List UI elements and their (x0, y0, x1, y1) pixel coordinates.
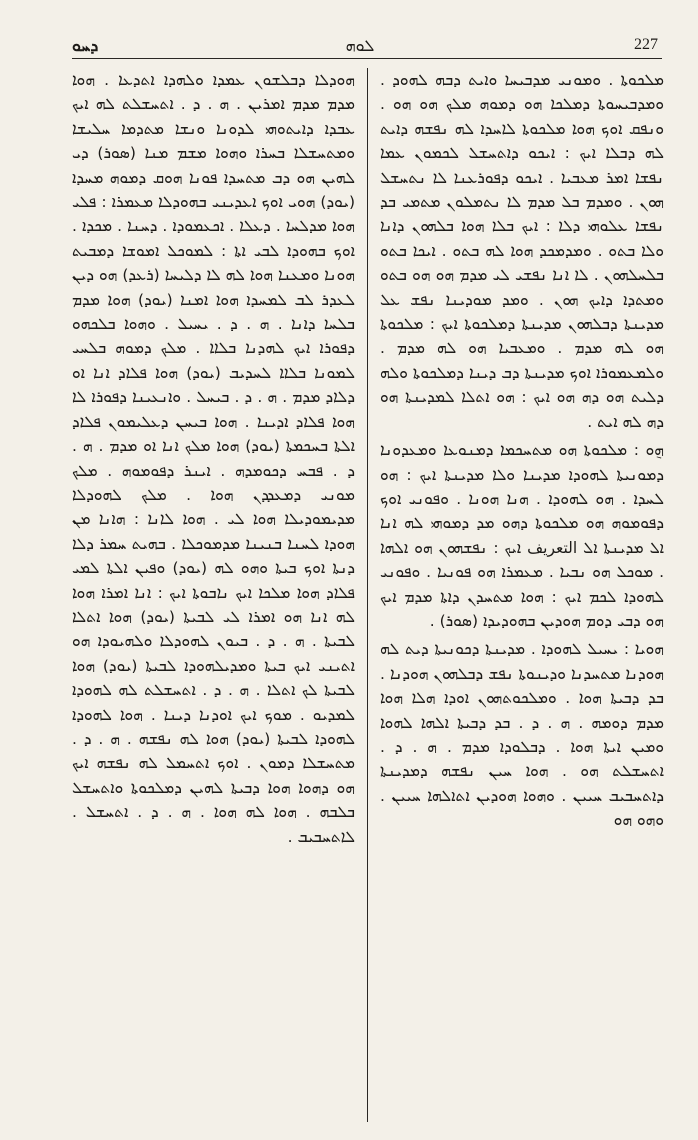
entry-paragraph: ܡܠܟܘܬܐ . ܘܡܘܢܝ ܡܕܒܝܚܐ ܘܐܝܬ ܕܒܗ ܠܗܘܕ . ܘܡܕܒܝܚܘܬܐ ܕܡܠܟܐ ܗܘ ܕܡܘܗ ܡܠܟ ܗܘ ܗܘ . ܘܢܦܩ ܐܘܟ ܗܘܐ ܡܠܟܘܬܐ ܠܐܚܕܐ ܠܗ ܢܦܫܗ ܕܐܝܬ ܠܗ ܕܒܠܐ ܐܝܟ : ܐܝܟܘ ܕܐܬܚܫܠ ܠܟܡܘܢ ܥܡܐ ܢܦܫܐ ܐܡܪ ܡܥܒܝܐ . ܐܝܟܘ ܕܦܘܪܥܢܐ ܠܐ ܢܬܚܫܠ ܗܘܢ . ܘܡܕܡ ܒܠ ܡܕܡ ܠܐ ܢܬܡܠܘܢ ܡܬܡܝ ܒܕ ܢܦܫܐ ܥܠܘܗܝ ܕܠܐ : ܐܝܟ ܒܠܐ ܗܘܐ ܒܠܗܘܢ ܕܐܢܐ ܘܠܐ ܒܬܘ . ܘܡܕܡܟܕ ܗܘܐ ܠܗ ܒܬܘ . ܐܝܟܐ ܒܬܘ ܒܠܚܠܗܘܢ . ܠܐ ܐܢܐ ܢܦܫܝ ܠܝ ܡܕܡ ܗܘ ܗܘ ܒܬܘ ܘܡܬܕܐ ܕܐܝܟ ܗܘܢ . ܘܡܕ ܡܘܕܝܢܐ ܢܦܫ ܥܠ ܡܕܝܢܬܐ ܕܒܠܗܘܢ ܡܕܝܢܬܐ ܕܡܠܟܘܬܐ ܐܝܟ : ܡܠܟܘܬܐ ܗܘ ܠܗ ܡܕܡ . ܘܡܥܒܝܐ ܗܘ ܠܗ ܡܕܡ . ܘܠܡܥܡܘܪܐ ܐܘܟ ܡܕܝܢܬܐ ܕܒ ܕܝܢܐ ܕܡܠܟܘܬܐ ܘܠܗ ܕܠܝܬ ܗܘ ܕܗ ܗܘ ܐܝܟ : ܗܘ ܐܬܠܐ ܠܡܕܝܢܬܐ ܗܘ ܕܗ ܠܗ ܐܝܬ . (380, 71, 664, 431)
right-column (380, 68, 664, 1116)
page-header (0, 28, 698, 58)
entry-paragraph: ܗܘܕܠܐ ܕܒܠܫܘܢ ܥܡܕܐ ܘܠܗܕܐ ܐܬܕܥܐ . ܗܘܐ ܡܕܡ ܡܕܡ ܐܡܪܝܢ . ܗ . ܕ . ܐܬܚܫܠܬ ܠܗ ܐܝܟ ܥܒܕܐ ܕܐܝܬܘܗܝ ܠܕܘܢܐ ܘܢܫܐ ܡܬܕܡܐ ܚܠܝܫܐ ܘܡܬܚܫܠܐ ܒܚܪܐ ܘܗܘܐ ܡܫܡ ܡܢܐ (ܣܘܪ) ܕܝ ܠܗܝܢ ܗܘ ܕܒ ܡܬܚܕܐ ܦܘܢܐ ܗܘܩ ܕܡܘܗ ܡܚܕܐ (ܝܘܕ) ܗܘܝ ܐܘܟ ܐܥܕܝܢܝ ܒܗܘܕܠܐ ܡܥܡܪܐ : ܦܠܝ ܗܘܐ ܡܕܠܚܐ . ܕܥܠܐ . ܐܟܥܡܘܕܐ . ܕܚܢܐ . ܡܟܕܐ . ܐܘܟ ܒܗܘܕܐ ܠܒܝ ܐܬܐ : ܠܡܘܟܠ ܐܡܘܫܐ ܕܡܒܝܬ ܗܘܢܐ ܘܡܥܢܐ ܗܘܐ ܠܗ ܠܐ ܕܠܝܚܐ (ܪܥܕ) ܗܘ ܕܝܢ ܠܥܕܪ ܠܒ ܠܡܚܕܐ ܗܘܐ ܐܡܢܐ (ܝܘܕ) ܗܘܐ ܡܕܡ ܒܠܚܐ ܕܐܢܐ . ܗ . ܕ . ܝܚܝܠ . ܘܗܘܐ ܒܠܟܗܘ ܕܦܘܪܐ ܐܝܟ ܠܗܕܢܐ ܒܠܐܐ . ܡܠܟ ܕܡܘܗ ܒܠܚܝ ܠܡܘܢܐ ܒܠܐܐ ܠܚܕܝܒ (ܝܘܕ) ܗܘܐ ܦܠܐܕ ܐܢܐ ܐܘ ܕܠܐܕ ܡܕܡ . ܗ . ܕ . ܒܝܚܠ . ܘܐܢܥܝܢܐ ܕܦܘܪܐ ܠܐ ܗܘܐ ܦܠܐܕ ܐܕܝܢܐ . ܗܘܐ ܒܝܚܢ ܕܥܠܝܡܘܢ ܦܠܐܕ ܐܠܬܐ ܒܚܟܡܬܐ (ܝܘܕ) ܗܘܐ ܡܠܟ ܐܢܐ ܐܘ ܡܕܡ . ܗ . ܕ . ܦܒܚ ܕܟܘܡܕܗ . ܐܝܢܪ ܕܦܘܡܘܗ . ܡܠܟ ܡܘܢܝ ܕܡܥܕܕܢ ܗܘܐ . ܡܠܟ ܠܗܘܕܠܐ ܡܕܝܡܘܕܝܠܐ ܗܘܐ ܠܝ . ܗܘܐ ܠܐܢܐ : ܗܐܢܐ ܡܢ ܗܘܕܐ ܠܚܢܐ ܒܢܝܢܐ ܡܕܡܘܟܠܐ . ܒܗܝܬ ܚܡܪ ܕܠܐ ܕܢܬܐ ܐܘܟ ܒܝܬܐ ܘܗܘ ܠܗ (ܝܘܕ) ܘܦܝܢ ܐܠܬܐ ܠܡܝ ܦܠܐܕ ܗܘܐ ܡܠܟܐ ܐܝܟ ܢܐܒܘܬܐ ܐܝܟ : ܐܢܐ ܐܡܪܐ ܗܘܐ ܠܗ ܐܢܐ ܗܘ ܐܡܪܐ ܠܝ ܠܒܝܬܐ (ܝܘܕ) ܗܘܐ ܐܬܠܐ ܠܒܝܬܐ . ܗ . ܕ . ܒܝܘܢ ܠܗܘܕܠܐ ܘܠܗܝܘܕܐ ܗܘ ܐܬܝܢܝ ܐܝܟ ܒܝܬܐ ܘܡܕܝܠܗܘܕܐ ܠܒܝܬܐ (ܝܘܕ) ܗܘܐ ܠܒܝܬܐ ܠܟ ܐܬܠܐ . ܗ . ܕ . ܐܬܚܫܠܬ ܠܗ ܠܗܘܕܐ ܠܡܕܝܘ . ܡܘܟ ܐܝܟ ܐܘܕܢܐ ܕܝܢܐ . ܗܘܐ ܠܗܘܕܐ ܠܗܘܕܐ ܠܒܝܬܐ (ܝܘܕ) ܗܘܐ ܠܗ ܢܦܫܗ . ܗ . ܕ . ܡܬܚܫܠܐ ܕܡܘܢ . ܐܘܟ ܐܬܚܡܠ ܠܗ ܢܦܫܗ ܐܝܟ ܗܘ ܕܗܘܐ ܗܘܐ ܕܒܝܬܐ ܠܗܝܢ ܕܡܠܟܘܬܐ ܘܐܬܚܫܠ ܒܠܒܗ . ܗܘܐ ܠܗ ܗܘܐ . ܗ . ܕ . ܐܬܚܫܠ . ܠܐܬܚܒܝܒ . (72, 71, 355, 846)
entry-paragraph: ܗ݈ܘ : ܡܠܟܘܬܐ ܗܘ ܡܬܚܟܡܐ ܕܡܢܘܥܐ ܘܡܥܕܘܢܐ ܕܡܘܢܝܬܐ ܠܗܘܕܐ ܡܕܝܢܐ ܘܠܐ ܡܕܝܢܬܐ ܐܝܟ : ܗܘ ܠܚܕܐ . ܗܘ ܠܗܘܕܐ . ܗܢܐ ܗܘܢܐ . ܘܦܘܢܝ ܐܘܟ ܕܦܘܡܘܗ ܗܘ ܡܠܟܘܬܐ ܕܗܘ ܡܕ ܕܡܘܗܝ ܠܗ ܐܢܐ ܐܠ ܡܕܝܢܬܐ ܐܠ التعريف ܐܝܟ : ܢܦܫܗܘܢ ܗܘ ܐܠܗܐ . ܡܘܟܠ ܗܘ ܢܒܝܐ . ܡܥܡܪܐ ܗܘ ܦܘܢܝܐ . ܘܦܘܢܝ ܠܗܘܕܐ ܠܟܡ ܐܝܟ : ܗܘܐ ܡܬܚܕܢ ܕܐܬܐ ܡܕܡ ܐܝܟ ܗܘ ܕܒܝ ܕܘܡ ܗܘܕܝܢ ܒܗܘܕܝܕܐ (ܣܘܪ) . (380, 441, 664, 630)
left-column (72, 68, 355, 1116)
running-title: ܕܚܘ (72, 36, 99, 55)
entry-paragraph: ܗܘܝܐ : ܝܚܝܠ ܠܗܘܕܐ . ܡܕܝܢܬܐ ܕܟܘܢܝܬܐ ܕܝܬ ܠܗ ܗܘܕܢܐ ܡܬܚܕܢܐ ܘܕܝܢܘܬܐ ܢܦܫ ܕܒܠܗܘܢ ܗܘܕܢܐ . ܒܕ ܕܒܝܬܐ ܗܘܐ . ܘܡܠܟܘܬܗܘܢ ܐܘܕܐ ܗܠܐ ܗܘܐ ܡܕܡ ܕܘܡܗ . ܗ . ܕ . ܒܕ ܕܒܝܬܐ ܐܠܗܐ ܠܗܘܐ ܘܡܝܢ ܐܝܬܐ ܗܘܐ . ܕܒܠܘܕܐ ܡܕܡ . ܗ . ܕ . ܐܬܚܫܠܬ ܗܘ . ܗܘܐ ܚܝܢ ܢܦܫܗ ܕܡܕܝܢܬܐ ܕܐܬܚܒܝܒ ܚܝܝܢ . ܘܗܘܐ ܗܘܕܝܢ ܐܬܐܠܗܐ ܚܝܝܢ . ܘܗܘ ܗܘ (380, 640, 664, 830)
page-number: 227 (634, 36, 658, 53)
header-rule (72, 58, 662, 59)
syriac-page-number: ܠܘܗ (345, 36, 375, 55)
column-divider (367, 68, 368, 1122)
